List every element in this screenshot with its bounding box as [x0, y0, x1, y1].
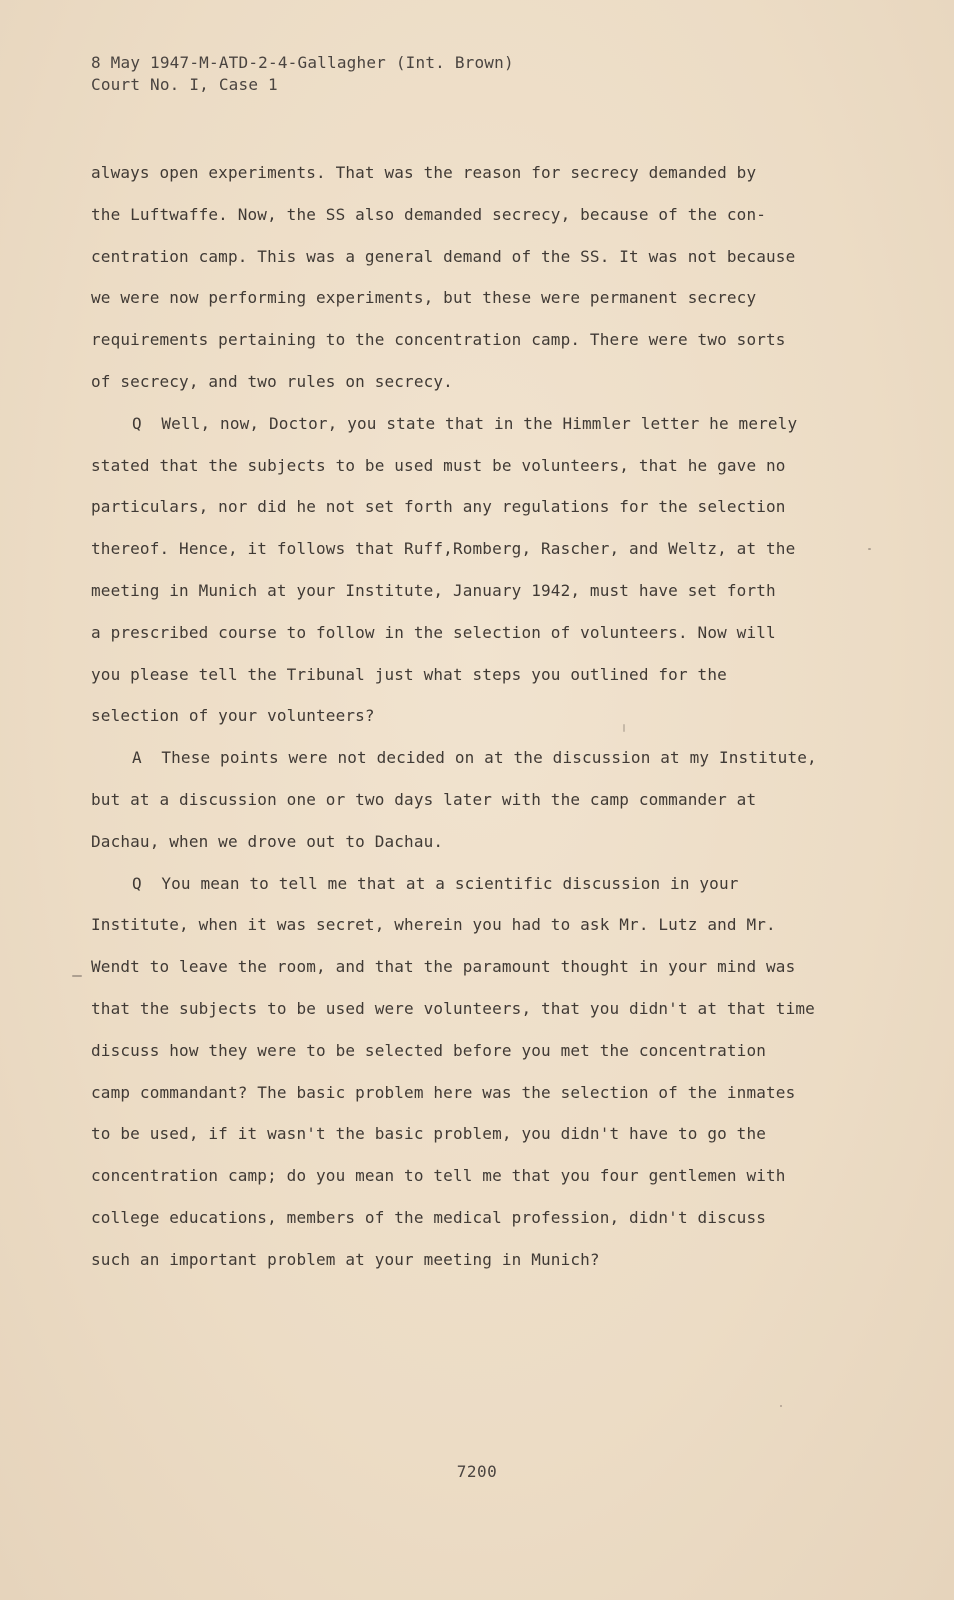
transcript-line: concentration camp; do you mean to tell me that you four gentlemen with	[91, 1166, 786, 1186]
transcript-line: such an important problem at your meeting in Munich?	[91, 1249, 600, 1269]
transcript-line: A These points were not decided on at the discussion at my Institute,	[132, 748, 817, 768]
transcript-line: Q You mean to tell me that at a scientific discussion in your	[132, 873, 739, 893]
paper-speck	[780, 1405, 782, 1407]
transcript-line: centration camp. This was a general demand of the SS. It was not because	[91, 246, 796, 266]
transcript-line: selection of your volunteers?	[91, 706, 375, 726]
transcript-line: Wendt to leave the room, and that the paramount thought in your mind was	[91, 957, 796, 977]
transcript-body	[91, 152, 861, 1281]
page-number: 7200	[456, 1462, 498, 1481]
header-date-line: 8 May 1947-M-ATD-2-4-Gallagher (Int. Brown)	[91, 53, 514, 72]
header-court-line: Court No. I, Case 1	[91, 75, 278, 94]
transcript-line: thereof. Hence, it follows that Ruff,Romberg, Rascher, and Weltz, at the	[91, 539, 796, 559]
paper-speck	[868, 548, 871, 550]
transcript-line: discuss how they were to be selected before you met the concentration	[91, 1040, 767, 1060]
transcript-line: Q Well, now, Doctor, you state that in the Himmler letter he merely	[132, 413, 798, 433]
transcript-line: meeting in Munich at your Institute, January 1942, must have set forth	[91, 580, 776, 600]
transcript-line: we were now performing experiments, but these were permanent secrecy	[91, 288, 757, 308]
transcript-line: college educations, members of the medical profession, didn't discuss	[91, 1207, 767, 1227]
transcript-line: to be used, if it wasn't the basic problem, you didn't have to go the	[91, 1124, 767, 1144]
transcript-line: the Luftwaffe. Now, the SS also demanded secrecy, because of the con-	[91, 204, 767, 224]
transcript-line: stated that the subjects to be used must be volunteers, that he gave no	[91, 455, 786, 475]
transcript-line: particulars, nor did he not set forth any regulations for the selection	[91, 497, 786, 517]
transcript-line: Dachau, when we drove out to Dachau.	[91, 831, 444, 851]
transcript-line: Institute, when it was secret, wherein you had to ask Mr. Lutz and Mr.	[91, 915, 776, 935]
transcript-line: camp commandant? The basic problem here was the selection of the inmates	[91, 1082, 796, 1102]
transcript-line: requirements pertaining to the concentration camp. There were two sorts	[91, 330, 786, 350]
transcript-line: that the subjects to be used were volunteers, that you didn't at that time	[91, 998, 815, 1018]
transcript-line: you please tell the Tribunal just what steps you outlined for the	[91, 664, 727, 684]
transcript-line: of secrecy, and two rules on secrecy.	[91, 371, 453, 391]
transcript-line: always open experiments. That was the reason for secrecy demanded by	[91, 163, 757, 182]
paper-speck	[623, 724, 625, 732]
transcript-line: but at a discussion one or two days later with the camp commander at	[91, 789, 757, 809]
paper-speck	[72, 975, 82, 977]
transcript-line: a prescribed course to follow in the selection of volunteers. Now will	[91, 622, 776, 642]
document-header	[91, 52, 514, 96]
